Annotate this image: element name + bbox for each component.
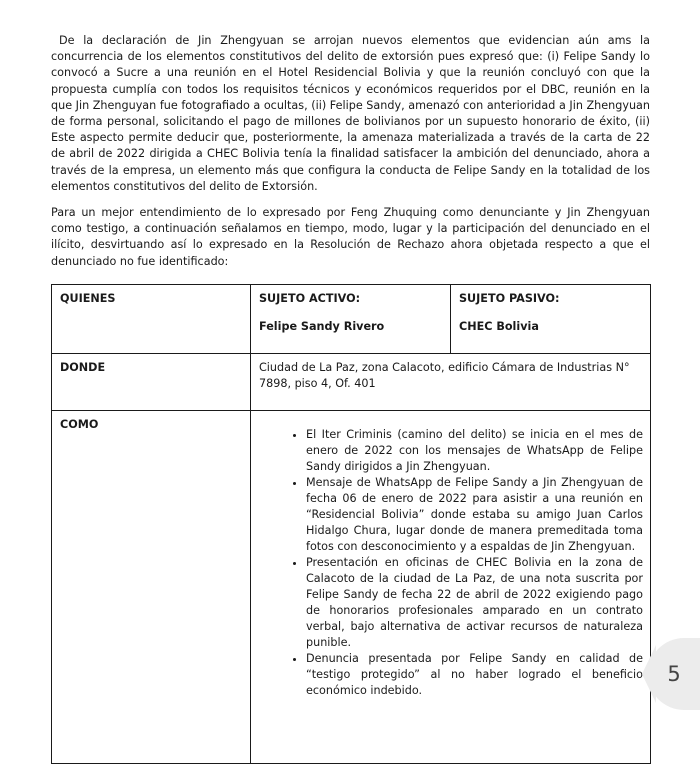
paragraph-entendimiento: Para un mejor entendimiento de lo expresado por Feng Zhuquing como denunciante y Jin Zhengyuan como testigo, a continuación señalamos en tiempo, modo, lugar y la participación del denunciado en el ilícito, desvirtuando así lo expresado en la Resolución de Rechazo ahora objetada respecto a que el denunciado no fue identificado:	[51, 206, 650, 268]
row-como	[52, 411, 651, 764]
donde-label: DONDE	[52, 354, 251, 411]
list-item: • Denuncia presentada por Felipe Sandy en calidad de “testigo protegido” al no haber logrado el beneficio económico indebido.	[306, 651, 643, 699]
como-cell	[251, 411, 651, 764]
como-list	[259, 427, 643, 699]
row-quienes	[52, 285, 651, 354]
row-donde	[52, 354, 651, 411]
facts-table	[51, 284, 651, 764]
list-item: • El Iter Criminis (camino del delito) se inicia en el mes de enero de 2022 con los mensajes de WhatsApp de Felipe Sandy dirigidos a Jin Zhengyuan.	[306, 427, 643, 475]
sujeto-pasivo-value: CHEC Bolivia	[459, 320, 539, 333]
page-number-badge: 5	[648, 638, 700, 710]
paragraph-declaracion: De la declaración de Jin Zhengyuan se arrojan nuevos elementos que evidencian aún ams la concurrencia de los elementos constitutivos del delito de extorsión pues expresó que: (i) Felipe Sandy lo convocó a Sucre a una reunión en el Hotel Residencial Bolivia y que la reunión concluyó con que la propuesta cumplía con todos los requisitos técnicos y económicos requeridos por el DBC, reunión en la que Jin Zhenguyan fue fotografiado a ocultas, (ii) Felipe Sandy, amenazó con anterioridad a Jin Zhengyuan de forma personal, solicitando el pago de millones de bolivianos por un supuesto honorario de éxito, (ii) Este aspecto permite deducir que, posteriormente, la amenaza materializada a través de la carta de 22 de abril de 2022 dirigida a CHEC Bolivia tenía la finalidad satisfacer la ambición del denunciado, ahora a través de la empresa, un elemento más que configura la conducta de Felipe Sandy en la totalidad de los elementos constitutivos del delito de Extorsión.	[51, 34, 650, 193]
list-item: • Presentación en oficinas de CHEC Bolivia en la zona de Calacoto de la ciudad de La Paz, de una nota suscrita por Felipe Sandy de fecha 22 de abril de 2022 exigiendo pago de honorarios profesionales amparado en un contrato verbal, bajo alternativa de activar recursos de naturaleza punible.	[306, 555, 643, 651]
donde-value: Ciudad de La Paz, zona Calacoto, edificio Cámara de Industrias N° 7898, piso 4, Of. 401	[251, 354, 651, 411]
sujeto-pasivo-header: SUJETO PASIVO:	[459, 292, 560, 305]
list-item: • Mensaje de WhatsApp de Felipe Sandy a Jin Zhengyuan de fecha 06 de enero de 2022 para asistir a una reunión en “Residencial Bolivia” donde estaba su amigo Juan Carlos Hidalgo Chura, lugar donde de manera premeditada toma fotos con desconocimiento y a espaldas de Jin Zhengyuan.	[306, 475, 643, 555]
como-label: COMO	[52, 411, 251, 764]
sujeto-activo-value: Felipe Sandy Rivero	[259, 320, 385, 333]
sujeto-activo-cell	[251, 285, 451, 354]
quienes-label: QUIENES	[52, 285, 251, 354]
sujeto-activo-header: SUJETO ACTIVO:	[259, 292, 361, 305]
sujeto-pasivo-cell	[451, 285, 651, 354]
